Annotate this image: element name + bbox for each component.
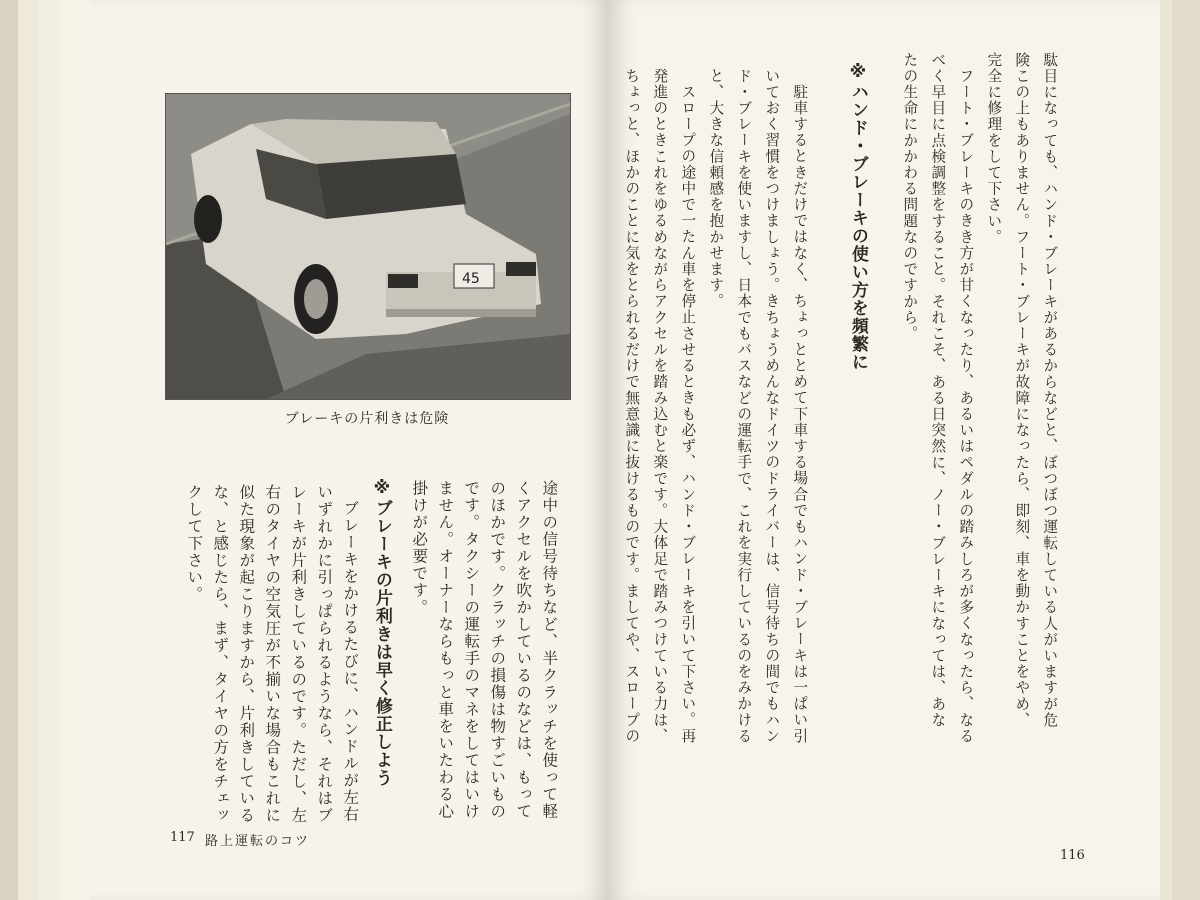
left-body-column-7: クして下さい。 [185,484,204,603]
car-photo-illustration [166,94,570,399]
right-column-1: 駄目になっても、ハンド・ブレーキがあるからなどと、ぼつぼつ運転している人がいますが危 [1041,52,1059,729]
left-top-column-3: のほかです。クラッチの損傷は物すごいもの [488,480,507,820]
right-column-3: 完全に修理をして下さい。 [985,52,1003,246]
page-edge [1172,0,1200,900]
right-column-2: 険この上もありません。フート・ブレーキが故障になったら、即刻、車を動かすことをやめ、 [1013,52,1031,729]
left-body-column-4: 右のタイヤの空気圧が不揃いな場合もこれに [263,484,282,824]
right-heading: ※ハンド・ブレーキの使い方を頻繁に [847,62,868,371]
right-page-number: 116 [1060,848,1085,863]
left-page-number: 117 [170,830,195,845]
left-body-column-1: ブレーキをかけるたびに、ハンドルが左右 [341,500,360,823]
page-edge [38,0,61,900]
car-photo [165,93,571,400]
right-body-column-1: 駐車するときだけではなく、ちょっととめて下車する場合でもハンド・ブレーキは一ぱい引 [791,84,809,745]
photo-caption: ブレーキの片利きは危険 [284,411,450,427]
right-body-column-7: ちょっと、ほかのことに気をとられるだけで無意識に抜けるものです。ましてや、スロープの [623,68,641,745]
left-top-column-1: 途中の信号待ちなど、半クラッチを使って軽 [540,480,559,820]
left-top-column-5: ません。オーナーならもっと車をいたわる心 [436,480,455,820]
left-body-column-6: な、と感じたら、まず、タイヤの方をチェッ [211,484,230,824]
left-body-column-3: レーキが片利きしているのです。ただし、左 [289,484,308,824]
left-body-column-2: いずれかに引っぱられるようなら、それはブ [315,484,334,824]
right-column-6: たの生命にかかわる問題なのですから。 [901,52,919,342]
left-top-column-6: 掛けが必要です。 [410,480,429,616]
left-body-column-5: 似た現象が起こりますから、片利きしている [237,484,256,824]
page-edge [18,0,39,900]
left-top-column-2: くアクセルを吹かしているのなどは、もって [514,480,533,820]
plate-number: 45 [462,271,480,287]
right-body-column-2: いておく習慣をつけましょう。きちょうめんなドイツのドライバーは、信号待ちの間でもハン [763,68,781,745]
right-column-5: べく早目に点検調整をすること。それこそ、ある日突然に、ノー・ブレーキになっては、あな [929,52,947,729]
right-body-column-3: ド・ブレーキを使いますし、日本でもバスなどの運転手で、これを実行しているのをみかける [735,68,753,745]
left-heading: ※ブレーキの片利きは早く修正しよう [371,478,392,787]
right-body-column-4: と、大きな信頼感を抱かせます。 [707,68,725,310]
page-edge [60,0,91,900]
right-column-4: フート・ブレーキのきき方が甘くなったり、あるいはペダルの踏みしろが多くなったら、なる [957,68,975,745]
left-top-column-4: です。タクシーの運転手のマネをしてはいけ [462,480,481,820]
right-body-column-5: スロープの途中で一たん車を停止させるときも必ず、ハンド・ブレーキを引いて下さい。再 [679,84,697,745]
running-head: 路上運転のコツ [205,834,311,849]
right-body-column-6: 発進のときこれをゆるめながらアクセルを踏み込むと楽です。大体足で踏みつけている力は、 [651,68,669,745]
